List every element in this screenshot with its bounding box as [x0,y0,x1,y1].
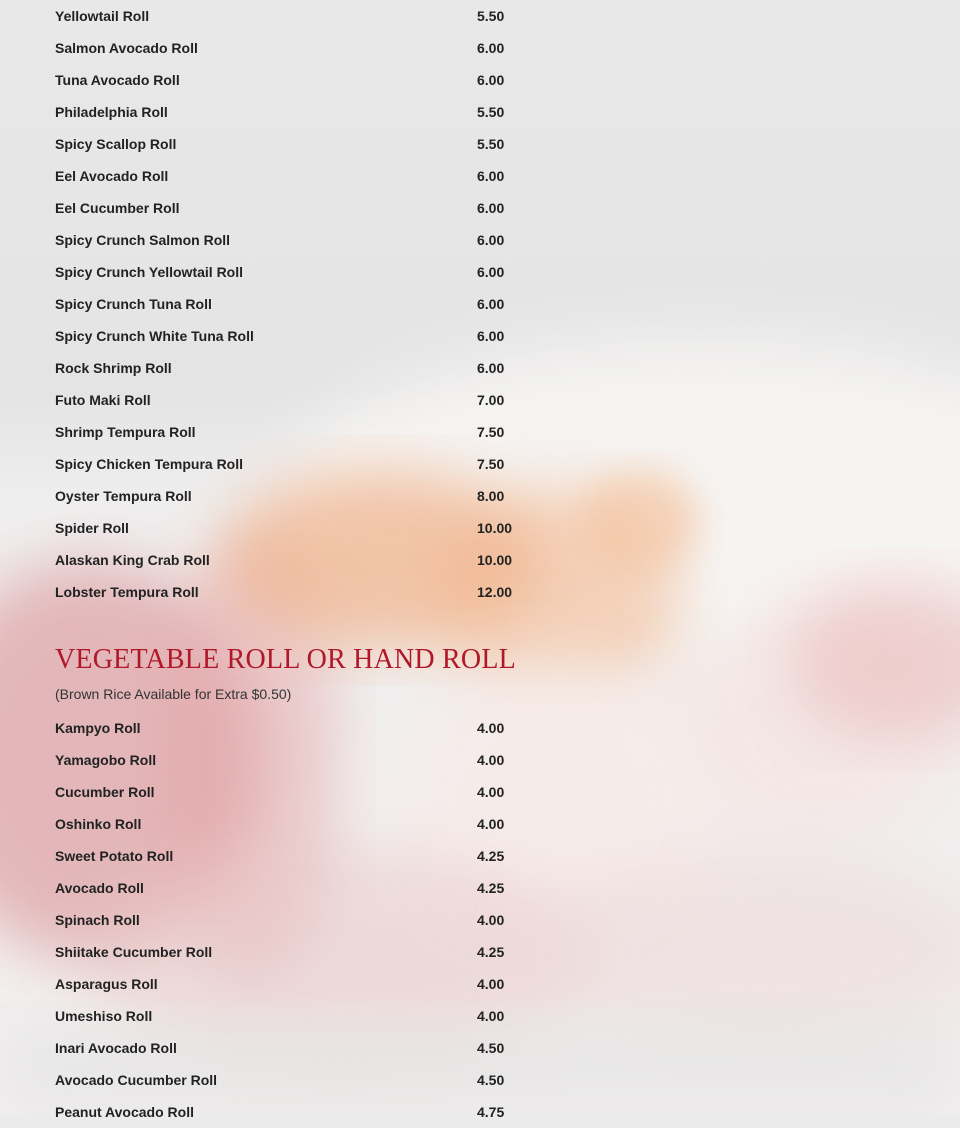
menu-content [55,0,535,1128]
menu-item-row [55,776,535,808]
menu-item-row [55,32,535,64]
menu-item-price: 6.00 [477,328,505,344]
menu-item-price: 4.00 [477,752,505,768]
menu-item-name: Alaskan King Crab Roll [55,552,210,568]
menu-item-name: Spicy Crunch Tuna Roll [55,296,212,312]
menu-item-row [55,224,535,256]
menu-item-row [55,544,535,576]
menu-item-row [55,160,535,192]
menu-item-price: 6.00 [477,360,505,376]
menu-item-name: Futo Maki Roll [55,392,151,408]
menu-item-row [55,936,535,968]
menu-item-row [55,1000,535,1032]
menu-section-vegetable-rolls [55,640,535,1128]
menu-item-price: 12.00 [477,584,513,600]
menu-item-row [55,576,535,608]
menu-item-price: 4.00 [477,976,505,992]
menu-item-price: 4.25 [477,880,505,896]
menu-item-price: 4.25 [477,944,505,960]
menu-item-row [55,808,535,840]
menu-section-rolls [55,0,535,608]
menu-item-price: 4.00 [477,1008,505,1024]
menu-item-name: Spicy Scallop Roll [55,136,177,152]
menu-item-price: 6.00 [477,200,505,216]
menu-item-row [55,968,535,1000]
menu-item-name: Shrimp Tempura Roll [55,424,196,440]
menu-item-name: Yamagobo Roll [55,752,157,768]
menu-item-price: 6.00 [477,40,505,56]
menu-item-name: Asparagus Roll [55,976,158,992]
menu-item-name: Peanut Avocado Roll [55,1104,194,1120]
menu-item-price: 10.00 [477,552,513,568]
menu-item-row [55,872,535,904]
menu-item-name: Oyster Tempura Roll [55,488,192,504]
menu-item-row [55,416,535,448]
menu-item-name: Rock Shrimp Roll [55,360,172,376]
section-title: VEGETABLE ROLL OR HAND ROLL [55,644,516,675]
menu-item-price: 4.75 [477,1104,505,1120]
menu-item-name: Avocado Roll [55,880,144,896]
menu-item-price: 5.50 [477,136,505,152]
menu-item-row [55,1096,535,1128]
menu-item-name: Sweet Potato Roll [55,848,174,864]
menu-item-price: 5.50 [477,104,505,120]
menu-item-name: Inari Avocado Roll [55,1040,177,1056]
menu-item-row [55,744,535,776]
menu-item-name: Kampyo Roll [55,720,141,736]
menu-item-name: Avocado Cucumber Roll [55,1072,218,1088]
menu-item-name: Yellowtail Roll [55,8,150,24]
menu-item-row [55,128,535,160]
menu-item-price: 7.50 [477,456,505,472]
menu-item-row [55,96,535,128]
menu-item-name: Spinach Roll [55,912,140,928]
menu-item-name: Eel Cucumber Roll [55,200,180,216]
menu-item-price: 6.00 [477,296,505,312]
menu-item-name: Spider Roll [55,520,129,536]
menu-item-row [55,904,535,936]
menu-item-price: 4.00 [477,912,505,928]
menu-item-row [55,1032,535,1064]
menu-item-name: Eel Avocado Roll [55,168,169,184]
menu-item-price: 4.00 [477,816,505,832]
menu-item-row [55,840,535,872]
menu-item-price: 5.50 [477,8,505,24]
menu-item-price: 8.00 [477,488,505,504]
menu-item-price: 6.00 [477,168,505,184]
menu-item-name: Cucumber Roll [55,784,155,800]
menu-item-name: Lobster Tempura Roll [55,584,199,600]
menu-item-row [55,480,535,512]
section-note: (Brown Rice Available for Extra $0.50) [55,686,292,702]
menu-item-row [55,64,535,96]
menu-item-name: Spicy Crunch Yellowtail Roll [55,264,244,280]
menu-item-price: 7.00 [477,392,505,408]
menu-item-price: 10.00 [477,520,513,536]
menu-item-row [55,352,535,384]
menu-item-name: Salmon Avocado Roll [55,40,198,56]
menu-item-price: 4.00 [477,784,505,800]
menu-item-row [55,712,535,744]
menu-item-price: 4.25 [477,848,505,864]
menu-item-row [55,384,535,416]
menu-item-name: Spicy Crunch Salmon Roll [55,232,231,248]
menu-item-name: Umeshiso Roll [55,1008,153,1024]
menu-item-row [55,0,535,32]
menu-item-row [55,192,535,224]
menu-item-name: Tuna Avocado Roll [55,72,180,88]
menu-item-name: Oshinko Roll [55,816,142,832]
menu-item-price: 4.50 [477,1072,505,1088]
menu-item-name: Philadelphia Roll [55,104,168,120]
menu-item-row [55,512,535,544]
menu-item-name: Shiitake Cucumber Roll [55,944,213,960]
menu-item-name: Spicy Crunch White Tuna Roll [55,328,254,344]
menu-item-row [55,256,535,288]
menu-item-row [55,1064,535,1096]
menu-item-row [55,288,535,320]
menu-item-price: 6.00 [477,232,505,248]
menu-item-price: 7.50 [477,424,505,440]
menu-item-row [55,320,535,352]
menu-item-price: 4.00 [477,720,505,736]
menu-item-row [55,448,535,480]
menu-item-price: 6.00 [477,264,505,280]
menu-item-price: 4.50 [477,1040,505,1056]
menu-item-name: Spicy Chicken Tempura Roll [55,456,244,472]
menu-item-price: 6.00 [477,72,505,88]
